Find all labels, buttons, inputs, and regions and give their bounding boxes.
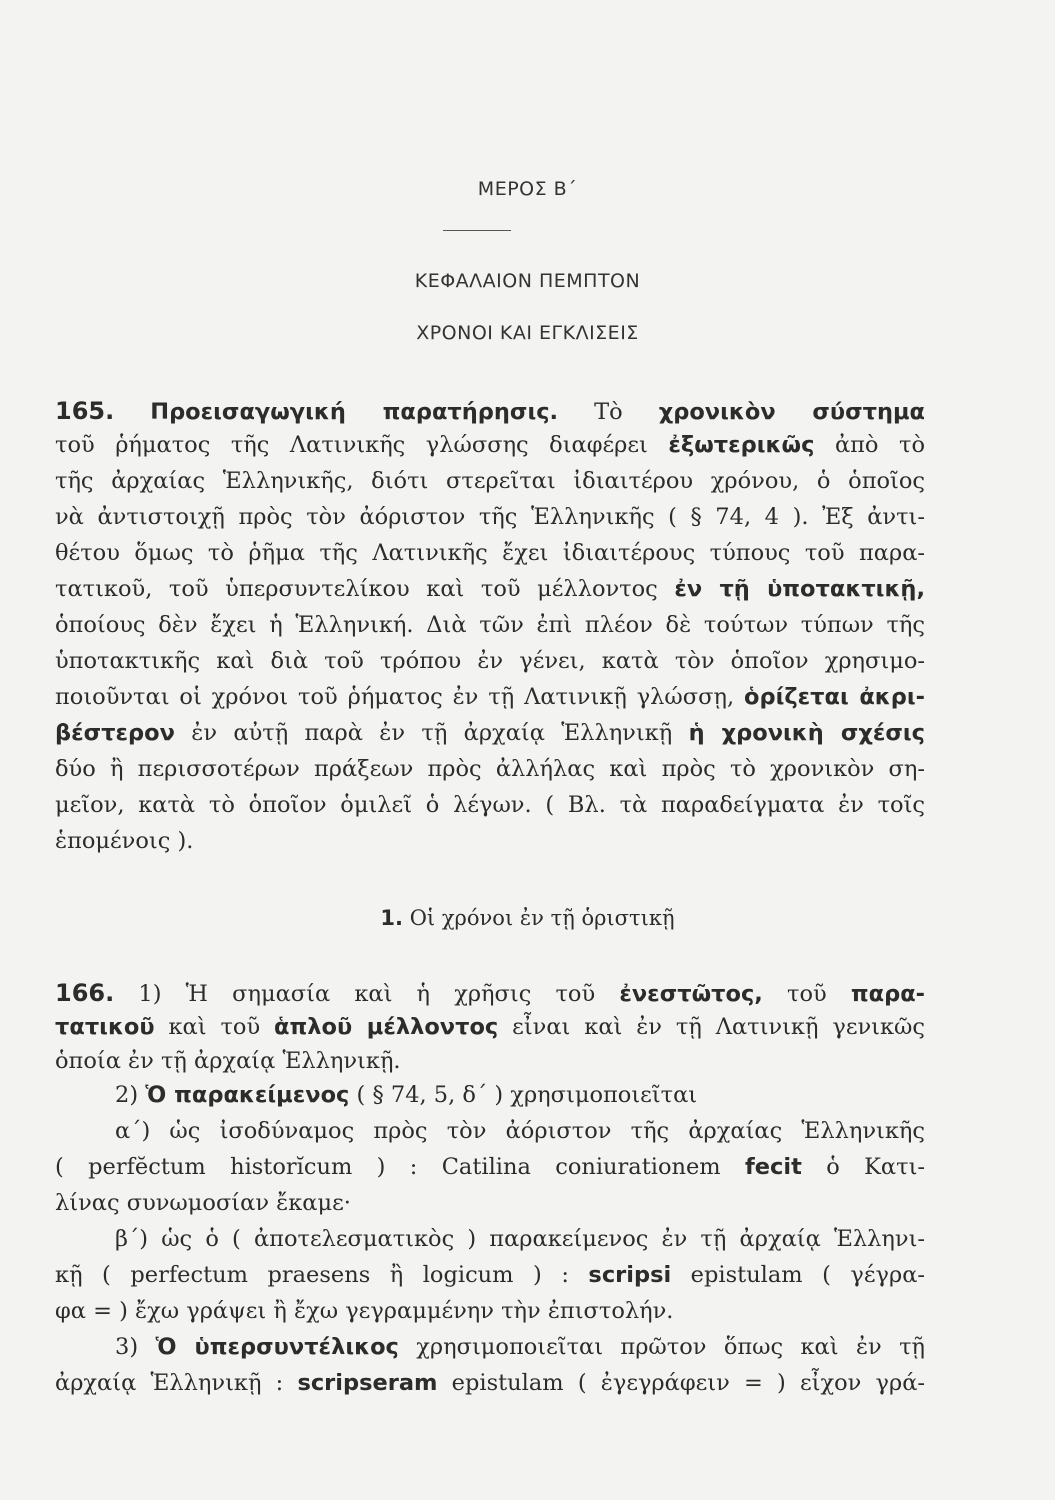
text-span: τοῦ [762,981,851,1007]
bold-span: τατικοῦ [55,1014,155,1040]
bold-span: ἐξωτερικῶς [668,432,815,458]
text-line: φα = ) ἔχω γράψει ἢ ἔχω γεγραμμένην τὴν ἐπιστολήν. [55,1298,674,1324]
text-line: νὰ ἀντιστοιχῇ πρὸς τὸν ἀόριστον τῆς Ἑλληνικῆς ( § 74, 4 ). Ἐξ ἀντι- [55,504,925,530]
bold-span: scripseram [297,1370,438,1396]
section-number: 1. [380,906,404,930]
text-line: δύο ἢ περισσοτέρων πράξεων πρὸς ἀλλήλας καὶ πρὸς τὸ χρονικὸν ση- [55,756,925,782]
heading-divider [443,230,511,231]
text-line [55,574,925,604]
text-span: τοῦ ῥήματος τῆς Λατινικῆς γλώσσης διαφέρει [55,432,669,458]
text-line: ἑπομένοις ). [55,828,194,854]
bold-span: ἁπλοῦ μέλλοντος [274,1014,499,1040]
bold-span: ὁρίζεται ἀκρι- [744,684,925,710]
text-span: εἶναι καὶ ἐν τῇ Λατινικῇ γενικῶς [498,1014,925,1040]
part-heading: ΜΕΡΟΣ Β΄ [477,178,578,200]
bold-span: scripsi [588,1262,672,1288]
text-line [55,1260,925,1290]
bold-span: χρονικὸν σύστημα [658,399,925,425]
text-line [115,1332,925,1362]
text-span: ἀρχαίᾳ Ἑλληνικῇ : [55,1370,298,1396]
text-line [55,718,925,748]
text-line [55,430,925,460]
text-line: ὁποίους δὲν ἔχει ἡ Ἑλληνική. Διὰ τῶν ἐπὶ πλέον δὲ τούτων τύπων τῆς [55,612,925,638]
text-span: 3) [115,1334,156,1360]
bold-span: παρα- [850,981,926,1007]
text-line: τῆς ἀρχαίας Ἑλληνικῆς, διότι στερεῖται ἰδιαιτέρου χρόνου, ὁ ὁποῖος [55,468,925,494]
text-span: ὁ Κατι- [801,1154,925,1180]
text-line: α΄) ὡς ἰσοδύναμος πρὸς τὸν ἀόριστον τῆς ἀρχαίας Ἑλληνικῆς [115,1118,925,1144]
text-line [55,1368,925,1398]
text-span: ποιοῦνται οἱ χρόνοι τοῦ ῥήματος ἐν τῇ Λατινικῇ γλώσσῃ, [55,684,745,710]
text-line: ὁποία ἐν τῇ ἀρχαίᾳ Ἑλληνικῇ. [55,1048,401,1074]
text-line [55,1152,925,1182]
paragraph-number: 166. [55,979,115,1007]
text-line: λίνας συνωμοσίαν ἔκαμε· [55,1190,351,1216]
section-heading [0,906,1055,930]
text-line [55,396,925,427]
text-span: ἐν αὐτῇ παρὰ ἐν τῇ ἀρχαίᾳ Ἑλληνικῇ [174,720,689,746]
bold-span: Ὁ παρακείμενος [145,1082,350,1108]
text-line: β΄) ὡς ὁ ( ἀποτελεσματικὸς ) παρακείμενος ἐν τῇ ἀρχαίᾳ Ἑλληνι- [115,1226,925,1252]
paragraph-number: 165. [55,397,115,425]
paragraph-lead: Προεισαγωγική παρατήρησις. [150,399,559,425]
text-span: epistulam ( ἐγεγράφειν = ) εἶχον γρά- [437,1370,925,1396]
text-line: ὑποτακτικῆς καὶ διὰ τοῦ τρόπου ἐν γένει, κατὰ τὸν ὁποῖον χρησιμο- [55,648,925,674]
bold-span: Ὁ ὑπερσυντέλικος [155,1334,399,1360]
text-line: μεῖον, κατὰ τὸ ὁποῖον ὁμιλεῖ ὁ λέγων. ( Βλ. τὰ παραδείγματα ἐν τοῖς [55,792,925,818]
text-span: ( § 74, 5, δ΄ ) χρησιμοποιεῖται [349,1082,698,1108]
text-line: θέτου ὅμως τὸ ῥῆμα τῆς Λατινικῆς ἔχει ἰδιαιτέρους τύπους τοῦ παρα- [55,540,925,566]
text-line [115,1080,925,1110]
text-span: καὶ τοῦ [154,1014,275,1040]
text-span: 1) Ἡ σημασία καὶ ἡ χρῆσις τοῦ [138,981,620,1007]
bold-span: fecit [745,1154,802,1180]
text-line [55,1012,925,1042]
text-line [55,682,925,712]
text-span: epistulam ( γέγρα- [671,1262,926,1288]
text-span: ἀπὸ τὸ [814,432,926,458]
bold-span: ἐν τῇ ὑποτακτικῇ, [674,576,925,602]
bold-span: ἡ χρονικὴ σχέσις [688,720,926,746]
bold-span: ἐνεστῶτος, [619,981,763,1007]
chapter-title: ΧΡΟΝΟΙ ΚΑΙ ΕΓΚΛΙΣΕΙΣ [416,322,639,344]
text-span: Τὸ [594,399,659,425]
bold-span: βέστερον [55,720,175,746]
text-line [55,978,925,1009]
chapter-heading: ΚΕΦΑΛΑΙΟΝ ΠΕΜΠΤΟΝ [414,270,641,292]
text-span: τατικοῦ, τοῦ ὑπερσυντελίκου καὶ τοῦ μέλλοντος [55,576,675,602]
section-title: Οἱ χρόνοι ἐν τῇ ὁριστικῇ [409,906,675,930]
text-span: ( perfĕctum historĭcum ) : Catilina coniurationem [55,1154,745,1180]
text-span: κῇ ( perfectum praesens ἢ logicum ) : [55,1262,589,1288]
text-span: 2) [115,1082,146,1108]
text-span: χρησιμοποιεῖται πρῶτον ὅπως καὶ ἐν τῇ [398,1334,925,1360]
